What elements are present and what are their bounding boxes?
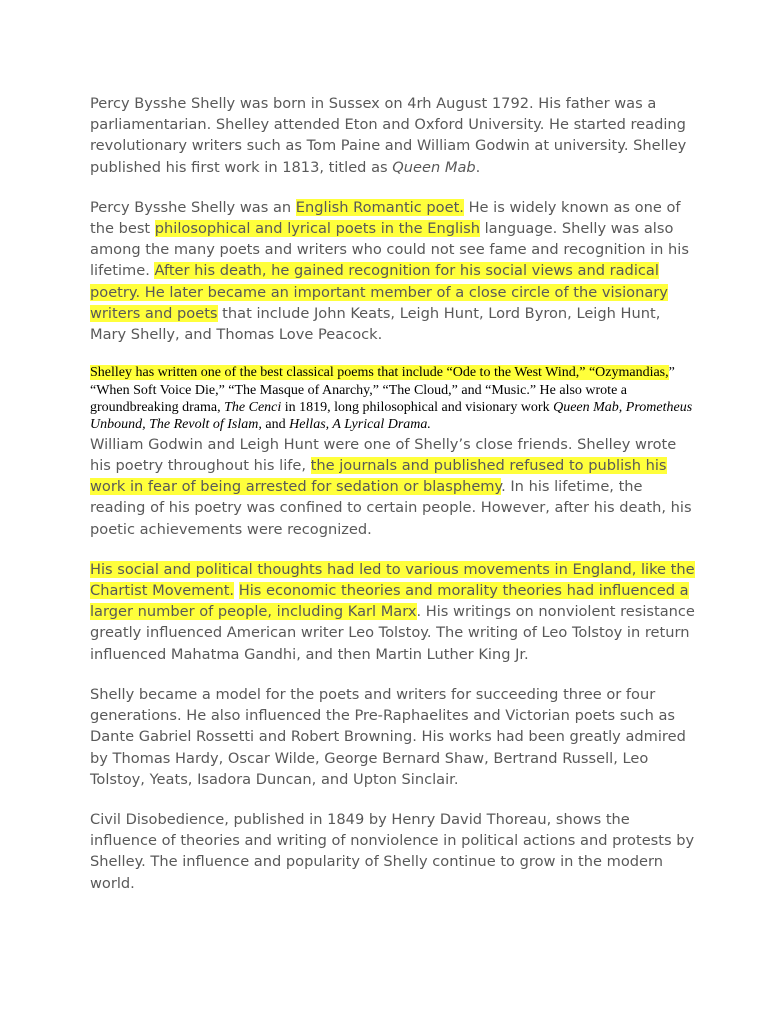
paragraph-romantic-poet [90,197,700,345]
paragraph-civil-disobedience [90,809,700,894]
paragraph-text: Civil Disobedience, published in 1849 by Henry David Thoreau, shows the influence of theories and writing of nonviolence in political actions and protests by Shelley. The influence and popularity of Shelly continue to grow in the modern world. [90,810,695,892]
paragraph-text: . His writings on nonviolent resistance greatly influenced American writer Leo Tolstoy. The writing of Leo Tolstoy in return influenced Mahatma Gandhi, and then Martin Luther King Jr. [90,603,695,663]
paragraph-friends [90,434,700,540]
italic-title: Hellas, A Lyrical Drama. [289,417,431,433]
paragraph-birth [90,93,700,178]
paragraph-text: ” “When Soft Voice Die,” “The Masque of Anarchy,” “The Cloud,” and “Music.” He also wrote a groundbreaking drama, [90,365,675,416]
highlighted-text: After his death, he gained recognition for his social views and radical poetry. He later became an important member of a close circle of the visionary writers and poets [90,262,668,322]
paragraph-text: Shelly became a model for the poets and writers for succeeding three or four generations. He also influenced the Pre-Raphaelites and Victorian poets such as Dante Gabriel Rossetti and Robert Browning. His works had been greatly admired by Thomas Hardy, Oscar Wilde, George Bernard Shaw, Bertrand Russell, Leo Tolstoy, Yeats, Isadora Duncan, and Upton Sinclair. [90,685,686,788]
highlighted-text: philosophical and lyrical poets in the English [154,220,480,238]
highlighted-text: the journals and published refused to publish his work in fear of being arrested for sedation or blasphemy [90,457,667,496]
paragraph-text: William Godwin and Leigh Hunt were one of Shelly’s close friends. Shelley wrote his poetry throughout his life, [90,435,677,475]
paragraph-text: He is widely known as one of the best [90,198,681,238]
paragraph-text: . In his lifetime, the reading of his poetry was confined to certain people. However, after his death, his poetic achievements were recognized. [90,478,692,538]
highlighted-text: Shelley has written one of the best classical poems that include “Ode to the West Wind,” “Ozymandias, [90,365,669,381]
paragraph-works [90,364,700,540]
paragraph-model [90,684,700,790]
paragraph-text: in 1819, long philosophical and visionary work [281,400,554,416]
pasted-serif-block [90,364,700,434]
italic-title: The Cenci [224,400,282,416]
paragraph-text: that include John Keats, Leigh Hunt, Lord Byron, Leigh Hunt, Mary Shelly, and Thomas Love Peacock. [90,304,661,344]
italic-title: Queen Mab [392,158,476,176]
italic-title: Queen Mab, Prometheus Unbound, The Revolt of Islam, [90,400,693,433]
paragraph-influence [90,559,700,665]
paragraph-text: Percy Bysshe Shelly was born in Sussex on 4rh August 1792. His father was a parliamentarian. Shelley attended Eton and Oxford University. He started reading revolutionary writers such as Tom Paine and William Godwin at university. Shelley published his first work in 1813, titled as [90,95,687,176]
paragraph-text: and [261,417,290,433]
highlighted-text: His social and political thoughts had led to various movements in England, like the Chartist Movement. [90,560,695,600]
highlighted-text: English Romantic poet. [295,198,464,216]
paragraph-text: Percy Bysshe Shelly was an [90,198,296,216]
document-page [90,93,700,894]
highlighted-text: His economic theories and morality theories had influenced a larger number of people, including Karl Marx [90,582,689,621]
paragraph-text: language. Shelly was also among the many poets and writers who could not see fame and recognition in his lifetime. [90,220,689,280]
paragraph-text: . [475,158,481,176]
